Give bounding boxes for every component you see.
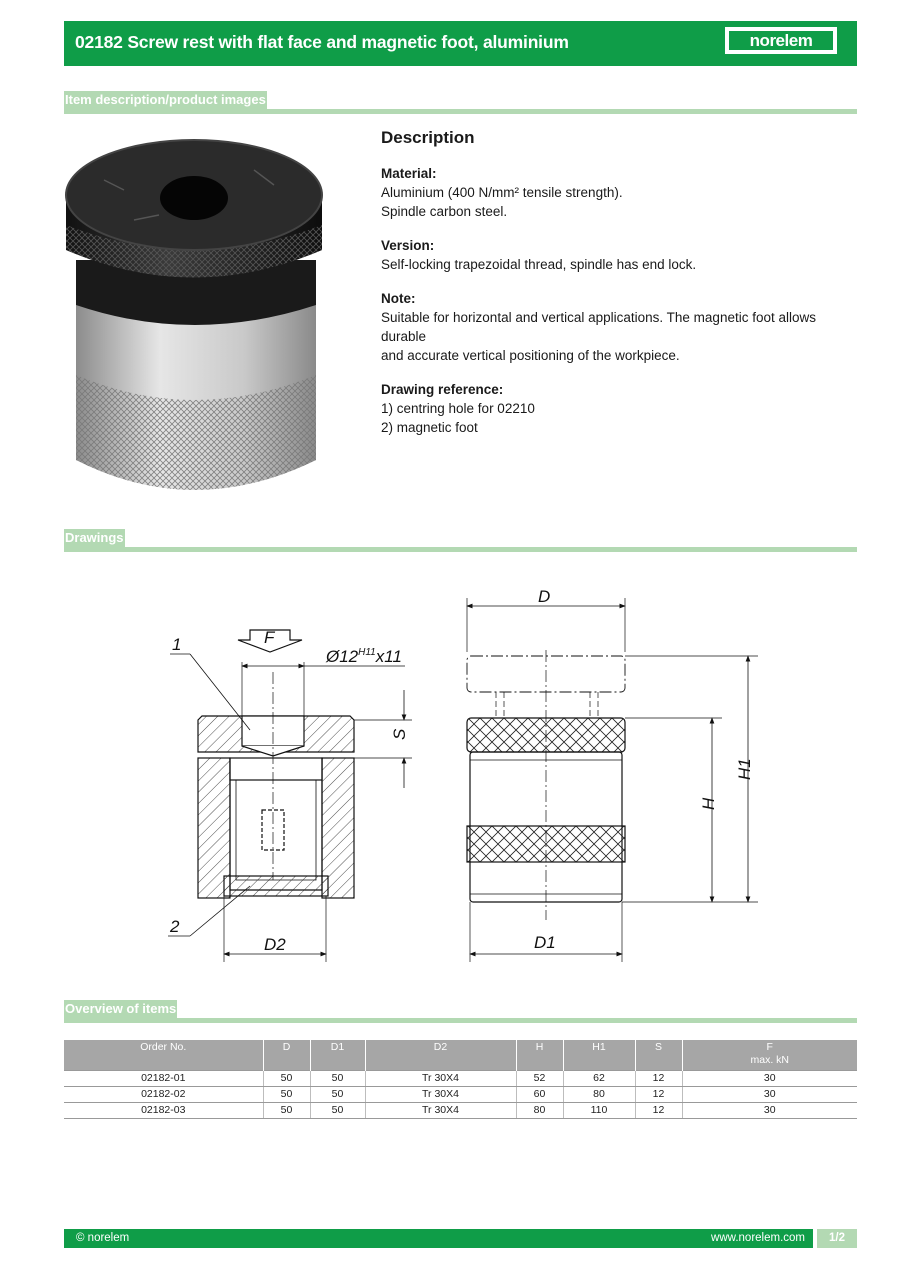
- column-header: H1: [563, 1040, 635, 1071]
- table-cell: 50: [310, 1071, 365, 1087]
- section-overview-label: Overview of items: [65, 1001, 177, 1016]
- force-label: F: [264, 628, 275, 647]
- column-header-f: F max. kN: [682, 1040, 857, 1071]
- logo-text: norelem: [729, 31, 833, 50]
- section-divider: [64, 1018, 857, 1023]
- page-footer: [64, 1229, 857, 1248]
- drawing-reference-line: 2) magnetic foot: [381, 420, 478, 435]
- table-cell: Tr 30X4: [365, 1103, 516, 1119]
- table-cell: 110: [563, 1103, 635, 1119]
- table-cell: 30: [682, 1103, 857, 1119]
- column-header: D: [263, 1040, 310, 1071]
- d-label: D: [538, 587, 551, 606]
- table-cell: 50: [263, 1087, 310, 1103]
- column-header-unit: max. kN: [750, 1054, 789, 1066]
- table-cell: 80: [516, 1103, 563, 1119]
- callout-1: 1: [172, 635, 182, 654]
- table-row: [64, 1087, 857, 1103]
- h-label: H: [699, 797, 718, 810]
- section-view: [168, 628, 412, 962]
- side-view: [467, 587, 758, 962]
- material-block: [381, 164, 851, 221]
- version-block: [381, 236, 851, 274]
- d2-label: D2: [264, 935, 286, 954]
- table-header-row: [64, 1040, 857, 1071]
- section-drawings-label: Drawings: [65, 530, 124, 545]
- description-heading: Description: [381, 128, 475, 147]
- table-cell: 50: [310, 1103, 365, 1119]
- table-cell: 12: [635, 1087, 682, 1103]
- table-cell: 02182-02: [64, 1087, 263, 1103]
- table-row: [64, 1103, 857, 1119]
- table-cell: 62: [563, 1071, 635, 1087]
- table-cell: 30: [682, 1087, 857, 1103]
- items-table: [64, 1040, 857, 1119]
- h1-label: H1: [735, 758, 754, 780]
- note-line: Suitable for horizontal and vertical applications. The magnetic foot allows durable: [381, 310, 816, 344]
- table-cell: Tr 30X4: [365, 1071, 516, 1087]
- table-cell: 12: [635, 1103, 682, 1119]
- drawing-reference-line: 1) centring hole for 02210: [381, 401, 535, 416]
- table-cell: 02182-03: [64, 1103, 263, 1119]
- product-photo: [64, 130, 324, 510]
- column-header: S: [635, 1040, 682, 1071]
- technical-drawing: [150, 580, 780, 980]
- norelem-logo: [725, 27, 837, 54]
- drawing-reference-label: Drawing reference:: [381, 382, 504, 397]
- version-label: Version:: [381, 238, 435, 253]
- table-cell: 80: [563, 1087, 635, 1103]
- page-title: 02182 Screw rest with flat face and magnetic foot, aluminium: [75, 32, 569, 52]
- table-cell: Tr 30X4: [365, 1087, 516, 1103]
- page-number: 1/2: [817, 1229, 857, 1248]
- table-cell: 50: [310, 1087, 365, 1103]
- column-header: D2: [365, 1040, 516, 1071]
- website-link[interactable]: www.norelem.com: [711, 1232, 805, 1244]
- column-header: Order No.: [64, 1040, 263, 1071]
- column-header: D1: [310, 1040, 365, 1071]
- column-header: H: [516, 1040, 563, 1071]
- section-images-label: Item description/product images: [65, 92, 266, 107]
- description-panel: [381, 128, 851, 452]
- material-line: Spindle carbon steel.: [381, 204, 508, 219]
- material-label: Material:: [381, 166, 437, 181]
- table-cell: 60: [516, 1087, 563, 1103]
- section-divider: [64, 547, 857, 552]
- table-cell: 50: [263, 1103, 310, 1119]
- note-line: and accurate vertical positioning of the workpiece.: [381, 348, 680, 363]
- table-cell: 12: [635, 1071, 682, 1087]
- s-label: S: [390, 728, 409, 740]
- table-cell: 52: [516, 1071, 563, 1087]
- note-label: Note:: [381, 291, 416, 306]
- table-row: [64, 1071, 857, 1087]
- d1-label: D1: [534, 933, 556, 952]
- note-block: [381, 289, 851, 365]
- page-header: [64, 21, 857, 66]
- table-cell: 02182-01: [64, 1071, 263, 1087]
- table-cell: 30: [682, 1071, 857, 1087]
- drawing-reference-block: [381, 380, 851, 437]
- bore-diameter-label: $Ø12^{H11}x11$: [326, 647, 402, 666]
- material-line: Aluminium (400 N/mm² tensile strength).: [381, 185, 623, 200]
- section-divider: [64, 109, 857, 114]
- copyright-text: © norelem: [76, 1232, 130, 1244]
- table-cell: 50: [263, 1071, 310, 1087]
- callout-2: 2: [170, 917, 180, 936]
- version-line: Self-locking trapezoidal thread, spindle has end lock.: [381, 257, 697, 272]
